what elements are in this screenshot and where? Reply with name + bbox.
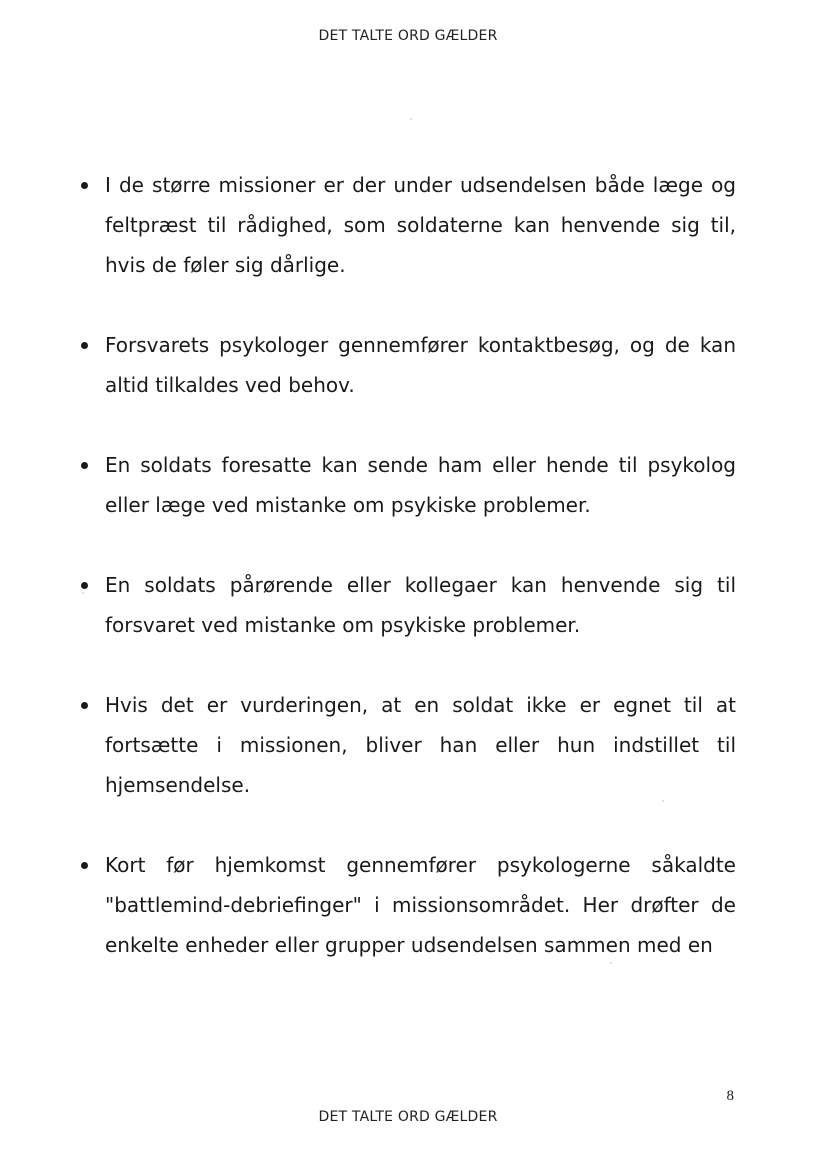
bullet-item	[78, 565, 736, 645]
bullet-text: Kort før hjemkomst gennemfører psykologerne såkaldte "battlemind-debriefinger" i missionsområdet. Her drøfter de enkelte enheder eller grupper udsendelsen sammen med en	[105, 853, 736, 957]
bullet-item	[78, 165, 736, 285]
bullet-icon	[81, 342, 88, 349]
bullet-text: Hvis det er vurderingen, at en soldat ikke er egnet til at fortsætte i missionen, bliver han eller hun indstillet til hjemsendelse.	[105, 693, 736, 797]
bullet-icon	[81, 862, 88, 869]
bullet-icon	[81, 702, 88, 709]
bullet-item	[78, 845, 736, 965]
bullet-item	[78, 445, 736, 525]
bullet-icon	[81, 182, 88, 189]
bullet-text: I de større missioner er der under udsendelsen både læge og feltpræst til rådighed, som soldaterne kan henvende sig til, hvis de føler sig dårlige.	[105, 173, 736, 277]
bullet-item	[78, 325, 736, 405]
bullet-list	[78, 165, 736, 1005]
bullet-text: En soldats pårørende eller kollegaer kan henvende sig til forsvaret ved mistanke om psykiske problemer.	[105, 573, 736, 637]
scan-speck	[82, 592, 84, 594]
bullet-icon	[81, 582, 88, 589]
bullet-text: En soldats foresatte kan sende ham eller hende til psykolog eller læge ved mistanke om psykiske problemer.	[105, 453, 736, 517]
page-header: DET TALTE ORD GÆLDER	[318, 28, 498, 44]
bullet-text: Forsvarets psykologer gennemfører kontaktbesøg, og de kan altid tilkaldes ved behov.	[105, 333, 736, 397]
page-number: 8	[726, 1088, 734, 1104]
scan-speck	[410, 118, 412, 120]
scan-speck	[610, 962, 612, 964]
page-footer: DET TALTE ORD GÆLDER	[318, 1109, 498, 1125]
bullet-icon	[81, 462, 88, 469]
scan-speck	[662, 800, 664, 802]
bullet-item	[78, 685, 736, 805]
